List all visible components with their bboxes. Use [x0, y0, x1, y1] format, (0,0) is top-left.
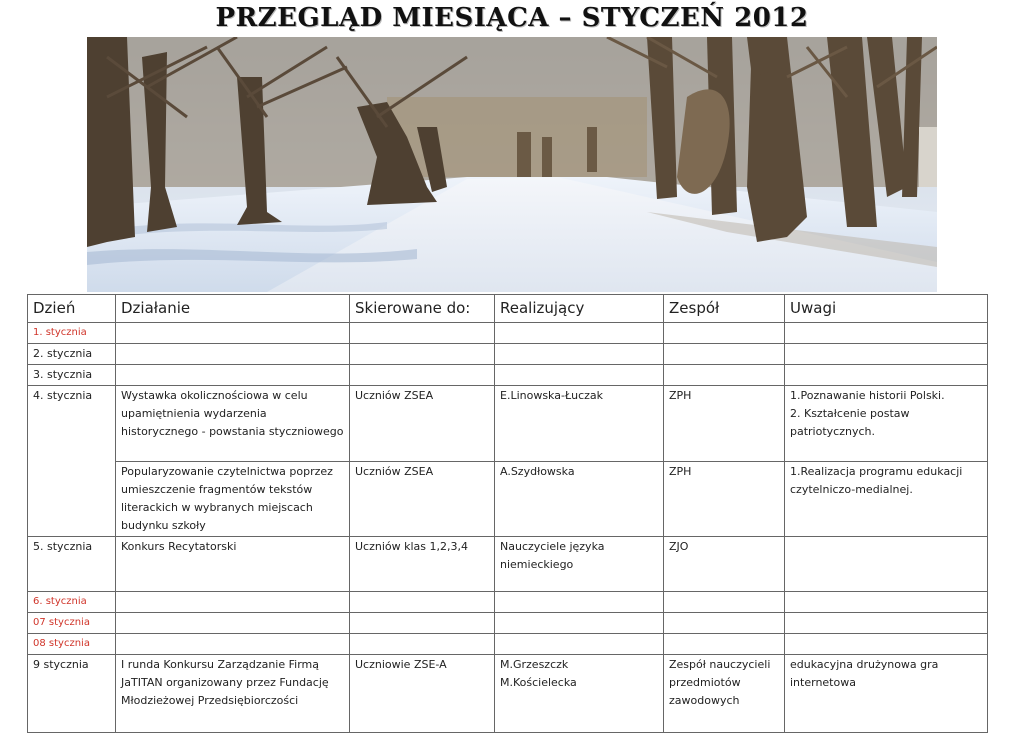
target-cell: Uczniów klas 1,2,3,4 [350, 537, 495, 592]
page-title: PRZEGLĄD MIESIĄCA – STYCZEŃ 2012 [215, 3, 809, 33]
table-row [28, 655, 988, 733]
note-line: 1.Poznawanie historii Polski. [790, 389, 945, 402]
notes-cell: edukacyjna drużynowa gra internetowa [785, 655, 988, 733]
activity-cell: Konkurs Recytatorski [116, 537, 350, 592]
header-team: Zespół [664, 295, 785, 323]
table-row [28, 537, 988, 592]
day-cell: 9 stycznia [28, 655, 116, 733]
header-notes: Uwagi [785, 295, 988, 323]
table-row [28, 592, 988, 613]
team-cell: ZPH [664, 386, 785, 462]
target-cell: Uczniów ZSEA [350, 462, 495, 537]
day-cell: 5. stycznia [28, 537, 116, 592]
person-line: M.Grzeszczk [500, 658, 569, 671]
person-line: M.Kościelecka [500, 676, 577, 689]
activity-cell: I runda Konkursu Zarządzanie Firmą JaTITAN organizowany przez Fundację Młodzieżowej Przedsiębiorczości [116, 655, 350, 733]
activity-cell: Popularyzowanie czytelnictwa poprzez umieszczenie fragmentów tekstów literackich w wybranych miejscach budynku szkoły [116, 462, 350, 537]
day-cell: 07 stycznia [28, 613, 116, 634]
table-row [28, 634, 988, 655]
monthly-plan-table [27, 294, 988, 733]
header-target: Skierowane do: [350, 295, 495, 323]
target-cell: Uczniów ZSEA [350, 386, 495, 462]
target-cell: Uczniowie ZSE-A [350, 655, 495, 733]
day-cell: 08 stycznia [28, 634, 116, 655]
table-row [28, 365, 988, 386]
table-row [28, 344, 988, 365]
note-line: 2. Kształcenie postaw patriotycznych. [790, 407, 910, 438]
team-cell: ZJO [664, 537, 785, 592]
table-row [28, 462, 988, 537]
header-activity: Działanie [116, 295, 350, 323]
header-person: Realizujący [495, 295, 664, 323]
activity-cell: Wystawka okolicznościowa w celu upamiętnienia wydarzenia historycznego - powstania styczniowego [116, 386, 350, 462]
notes-cell: 1.Realizacja programu edukacji czytelniczo-medialnej. [785, 462, 988, 537]
day-cell: 1. stycznia [28, 323, 116, 344]
table-row [28, 323, 988, 344]
notes-cell [785, 386, 988, 462]
person-cell [495, 655, 664, 733]
table-header-row [28, 295, 988, 323]
table-row [28, 386, 988, 462]
table-row [28, 613, 988, 634]
person-cell: E.Linowska-Łuczak [495, 386, 664, 462]
day-cell: 4. stycznia [28, 386, 116, 537]
person-cell: Nauczyciele języka niemieckiego [495, 537, 664, 592]
header-photo [87, 37, 937, 292]
day-cell: 2. stycznia [28, 344, 116, 365]
team-cell: Zespół nauczycieli przedmiotów zawodowych [664, 655, 785, 733]
day-cell: 6. stycznia [28, 592, 116, 613]
person-cell: A.Szydłowska [495, 462, 664, 537]
team-cell: ZPH [664, 462, 785, 537]
day-cell: 3. stycznia [28, 365, 116, 386]
header-day: Dzień [28, 295, 116, 323]
